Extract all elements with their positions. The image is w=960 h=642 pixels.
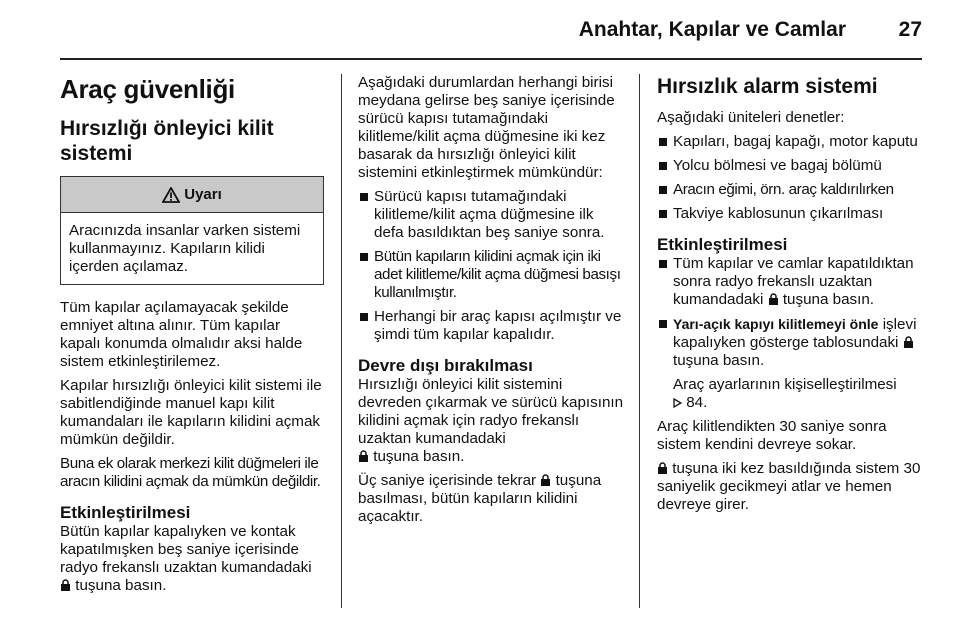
lock-icon [60, 579, 71, 591]
warning-text: Aracınızda insanlar varken sistemi kullanmayınız. Kapıların kilidi içerden açılamaz. [69, 222, 301, 275]
column-2 [358, 74, 624, 630]
list-item: Herhangi bir araç kapısı açılmıştır ve şimdi tüm kapılar kapalıdır. [358, 308, 624, 344]
subsection-title: Hırsızlığı önleyici kilit sistemi [60, 117, 274, 165]
column-divider [341, 74, 342, 608]
lock-icon [903, 336, 914, 348]
paragraph: Tüm kapılar açılamayacak şekilde emniyet altına alınır. Tüm kapılar kapalı konumda olmalıdır aksi halde sistem etkinleştirilemez. [60, 299, 303, 370]
paragraph: Aşağıdaki üniteleri denetler: [657, 109, 845, 126]
warning-header [61, 177, 323, 213]
header-divider [60, 58, 922, 60]
column-3 [657, 74, 927, 630]
subheading: Etkinleştirilmesi [657, 235, 788, 254]
paragraph: Bütün kapılar kapalıyken ve kontak kapatılmışken beş saniye içerisinde radyo frekanslı uzaktan kumandadaki tuşuna basın. [60, 523, 312, 594]
subheading: Etkinleştirilmesi [60, 503, 191, 522]
cross-reference: Araç ayarlarının kişiselleştirilmesi 84. [673, 376, 897, 411]
list-item: Bütün kapıların kilidini açmak için iki adet kilitleme/kilit açma düğmesi basışı kullanılmıştır. [358, 248, 624, 302]
warning-icon [162, 187, 180, 203]
list-item: Kapıları, bagaj kapağı, motor kaputu [657, 133, 927, 151]
section-title: Araç güvenliği [60, 74, 235, 104]
lock-icon [540, 474, 551, 486]
subheading: Devre dışı bırakılması [358, 356, 533, 375]
list-item: Yolcu bölmesi ve bagaj bölümü [657, 157, 927, 175]
warning-box [60, 176, 324, 285]
lock-icon [657, 462, 668, 474]
paragraph: Üç saniye içerisinde tekrar tuşuna basılması, bütün kapıların kilidini açacaktır. [358, 472, 602, 525]
paragraph: Buna ek olarak merkezi kilit düğmeleri ile aracın kilidini açmak da mümkün değildir. [60, 455, 321, 490]
paragraph: tuşuna iki kez basıldığında sistem 30 saniyelik gecikmeyi atlar ve hemen devreye girer. [657, 460, 921, 513]
paragraph: Aşağıdaki durumlardan herhangi birisi meydana gelirse beş saniye içerisinde sürücü kapısı tutamağındaki kilitleme/kilit açma düğmesine iki kez basarak da hırsızlığı önleyici kilit sistemini etkinleştirmek mümkündür: [358, 74, 615, 181]
lock-icon [358, 450, 369, 462]
column-1 [60, 74, 324, 630]
lock-icon [768, 293, 779, 305]
column-divider [639, 74, 640, 608]
paragraph: Araç kilitlendikten 30 saniye sonra sistem kendini devreye sokar. [657, 418, 887, 453]
arrow-right-icon [673, 398, 682, 408]
section-title: Hırsızlık alarm sistemi [657, 75, 878, 98]
list-item: Yarı-açık kapıyı kilitlemeyi önle işlevi kapalıyken gösterge tablosundaki tuşuna basın. [657, 315, 927, 370]
page-header [0, 0, 960, 58]
bullet-list [657, 133, 927, 223]
paragraph: Kapılar hırsızlığı önleyici kilit sistemi ile sabitlendiğinde manuel kapı kilit kumandaları ile kapıların kilidini açmak mümkün değildir. [60, 377, 322, 448]
list-item: Tüm kapılar ve camlar kapatıldıktan sonra radyo frekanslı uzaktan kumandadaki tuşuna basın. [657, 255, 927, 309]
list-item: Takviye kablosunun çıkarılması [657, 205, 927, 223]
paragraph: Hırsızlığı önleyici kilit sistemini devreden çıkarmak ve sürücü kapısının kilidini açmak için radyo frekanslı uzaktan kumandadaki tuşuna basın. [358, 376, 624, 465]
bullet-list [657, 255, 927, 370]
bullet-list [358, 188, 624, 344]
chapter-title: Anahtar, Kapılar ve Camlar [578, 18, 846, 41]
list-item: Sürücü kapısı tutamağındaki kilitleme/kilit açma düğmesine ilk defa basıldıktan beş saniye sonra. [358, 188, 624, 242]
page-number: 27 [898, 18, 922, 41]
warning-title: Uyarı [184, 185, 222, 203]
list-item: Aracın eğimi, örn. araç kaldırılırken [657, 181, 927, 199]
